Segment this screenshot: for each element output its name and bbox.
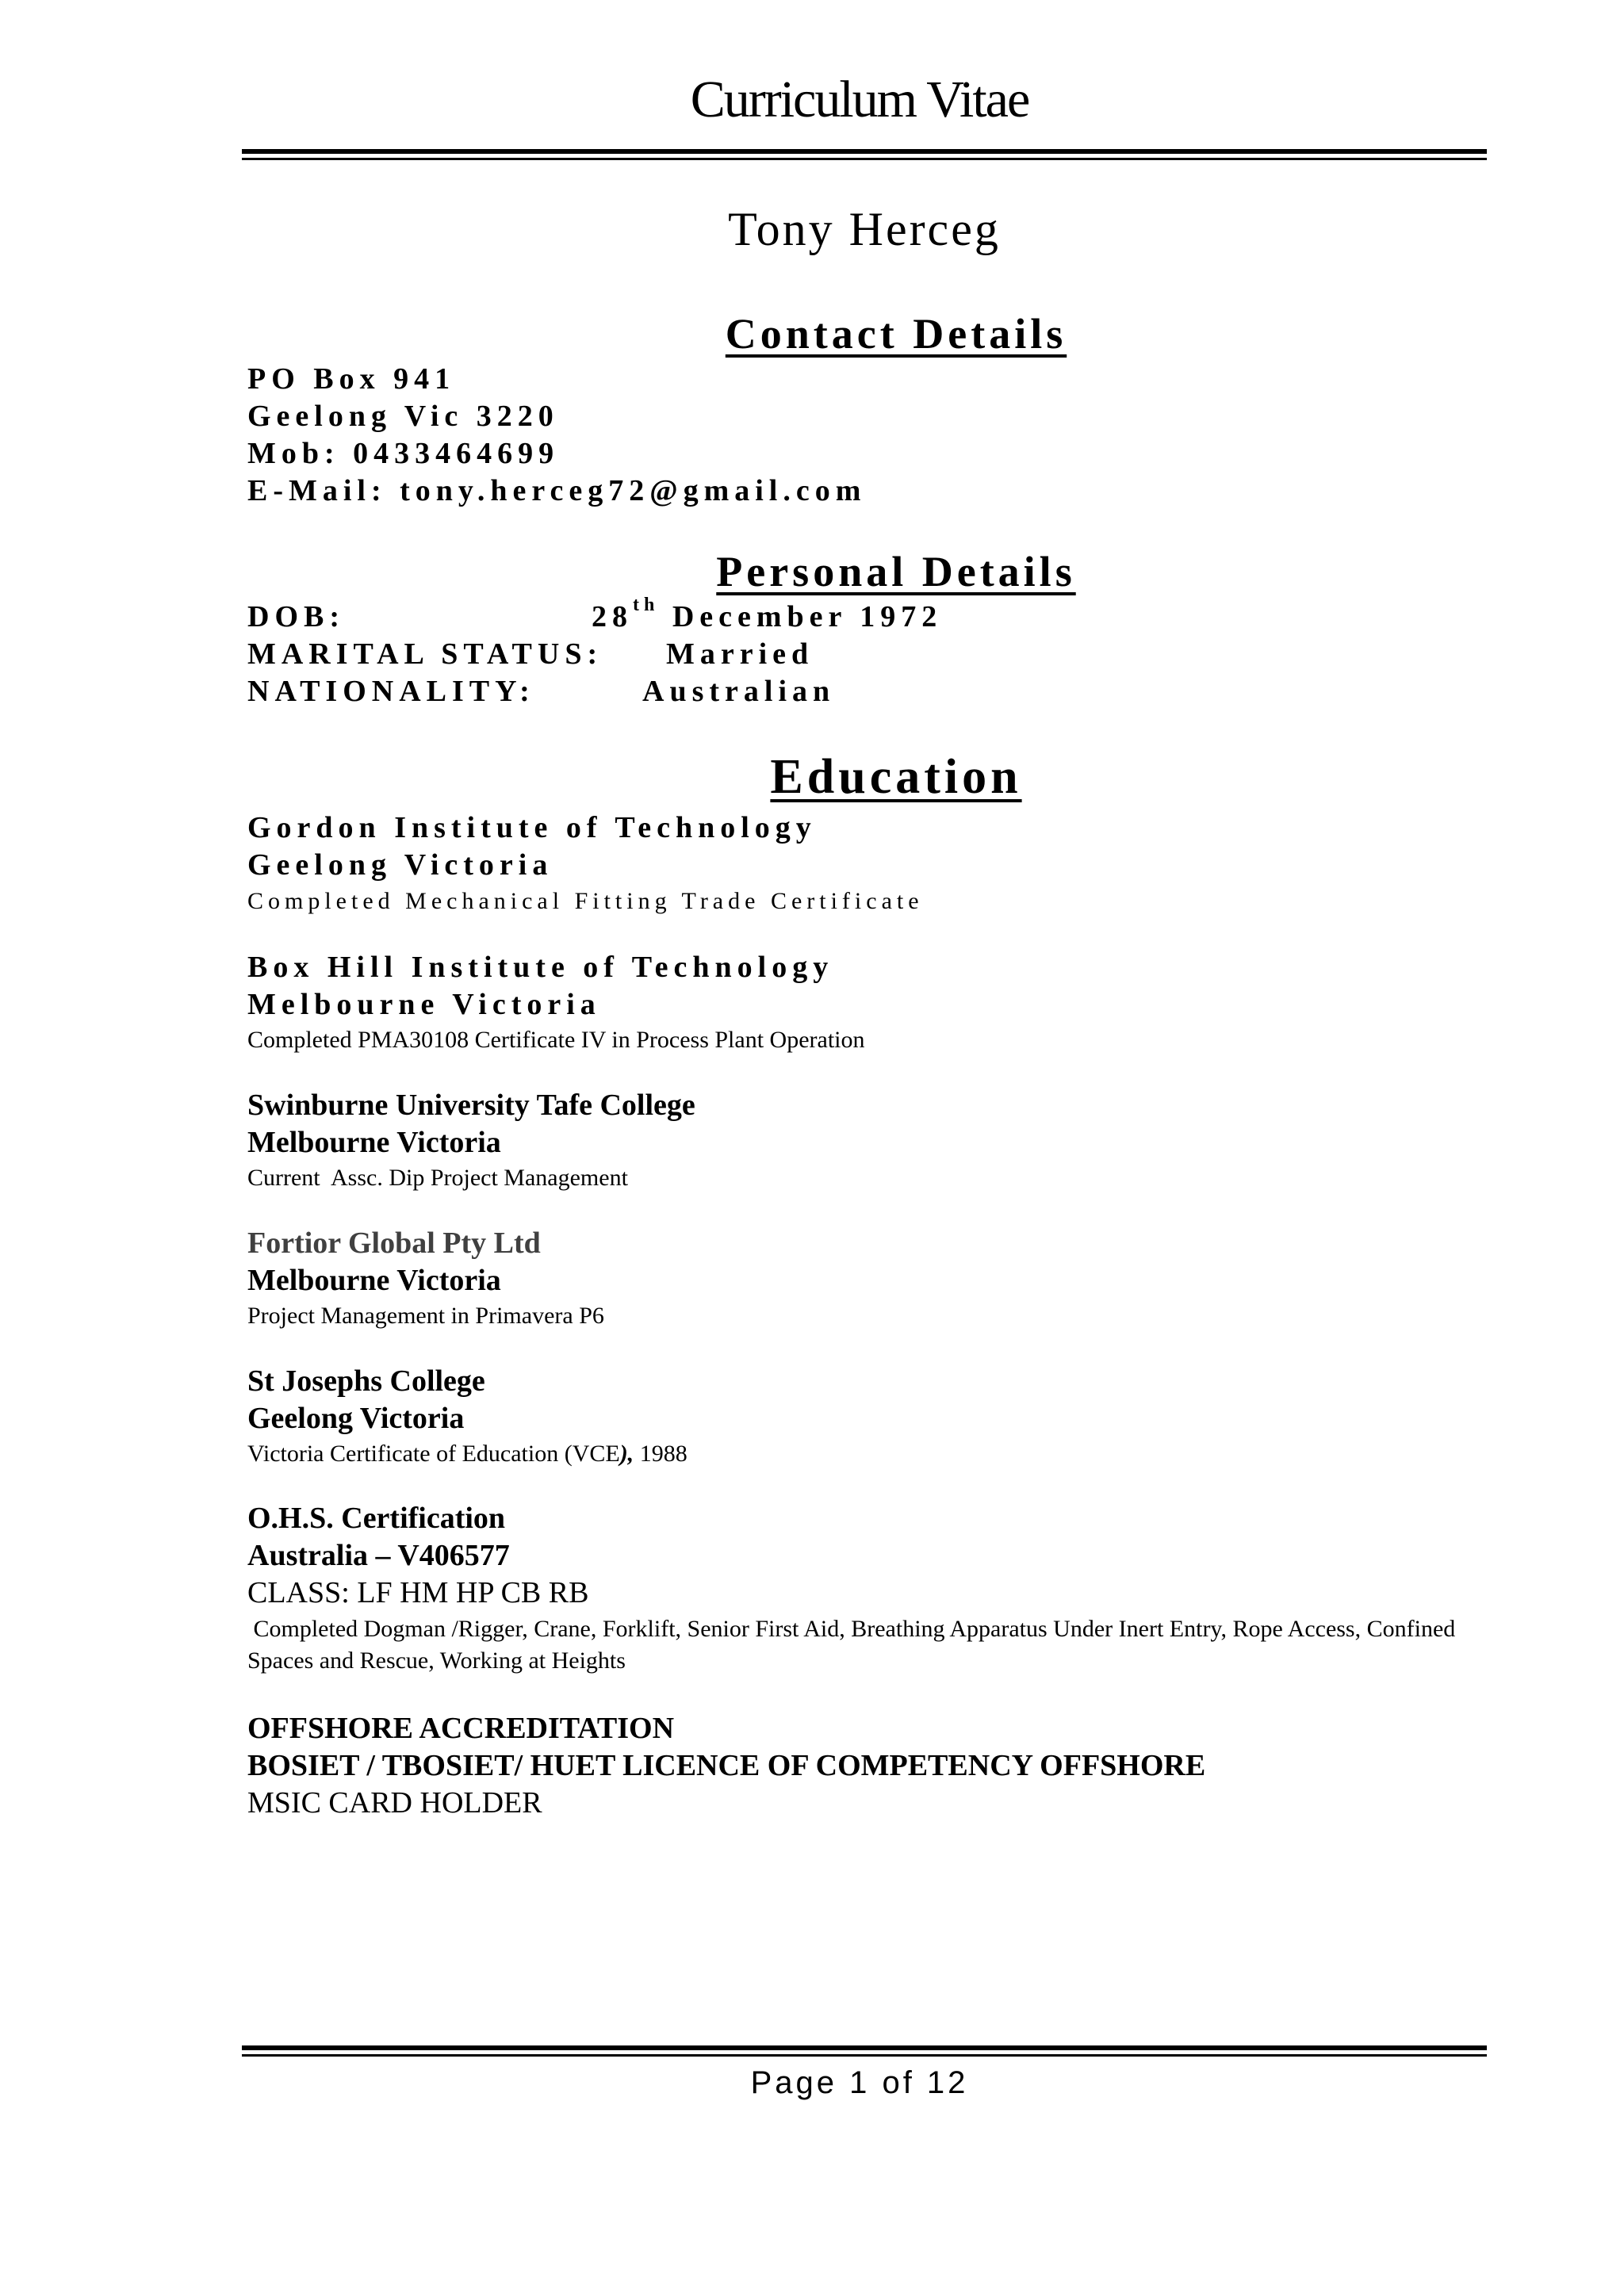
education-institution-fortior: Fortior Global Pty Ltd [247, 1226, 541, 1260]
education-location-fortior: Melbourne Victoria [247, 1264, 501, 1297]
ohs-certification-number: Australia – V406577 [247, 1539, 510, 1572]
document-title: Curriculum Vitae [690, 71, 1029, 128]
education-detail-boxhill: Completed PMA30108 Certificate IV in Process Plant Operation [247, 1027, 865, 1053]
ohs-certification-detail: Completed Dogman /Rigger, Crane, Forklift, Senior First Aid, Breathing Apparatus Under Inert Entry, Rope Access, Confined Spaces and Rescue, Working at Heights [247, 1616, 1461, 1674]
education-institution-gordon: Gordon Institute of Technology [247, 811, 817, 844]
nationality-label: NATIONALITY: [247, 675, 535, 708]
contact-address-line-2: Geelong Vic 3220 [247, 400, 559, 433]
education-location-gordon: Geelong Victoria [247, 848, 553, 882]
education-location-boxhill: Melbourne Victoria [247, 988, 601, 1021]
personal-details-heading: Personal Details [716, 548, 1076, 595]
marital-status-value: Married [666, 637, 814, 671]
education-detail-swinburne: Current Assc. Dip Project Management [247, 1165, 628, 1191]
footer-divider [242, 2045, 1487, 2057]
education-institution-stjosephs: St Josephs College [247, 1364, 485, 1398]
contact-email: E-Mail: tony.herceg72@gmail.com [247, 474, 867, 507]
header-divider [242, 149, 1487, 160]
contact-mobile: Mob: 0433464699 [247, 437, 560, 470]
education-institution-swinburne: Swinburne University Tafe College [247, 1089, 695, 1122]
education-detail-fortior: Project Management in Primavera P6 [247, 1303, 604, 1329]
contact-details-heading: Contact Details [725, 310, 1067, 358]
education-institution-boxhill: Box Hill Institute of Technology [247, 951, 834, 984]
marital-status-label: MARITAL STATUS: [247, 637, 603, 671]
education-location-swinburne: Melbourne Victoria [247, 1126, 501, 1159]
page-number: Page 1 of 12 [750, 2065, 969, 2100]
ohs-certification-title: O.H.S. Certification [247, 1502, 506, 1535]
dob-label: DOB: [247, 600, 345, 633]
contact-address-line-1: PO Box 941 [247, 362, 456, 396]
ohs-certification-class: CLASS: LF HM HP CB RB [247, 1576, 589, 1609]
offshore-licence: BOSIET / TBOSIET/ HUET LICENCE OF COMPETENCY OFFSHORE [247, 1749, 1206, 1782]
education-location-stjosephs: Geelong Victoria [247, 1402, 465, 1435]
nationality-value: Australian [642, 675, 836, 708]
offshore-accreditation-title: OFFSHORE ACCREDITATION [247, 1712, 675, 1745]
dob-value: 28th December 1972 [592, 595, 943, 633]
education-detail-stjosephs: Victoria Certificate of Education (VCE), 1988 [247, 1441, 688, 1467]
candidate-name: Tony Herceg [728, 203, 1001, 255]
education-heading: Education [770, 750, 1022, 804]
education-detail-gordon: Completed Mechanical Fitting Trade Certificate [247, 888, 924, 914]
msic-card-holder: MSIC CARD HOLDER [247, 1786, 542, 1820]
